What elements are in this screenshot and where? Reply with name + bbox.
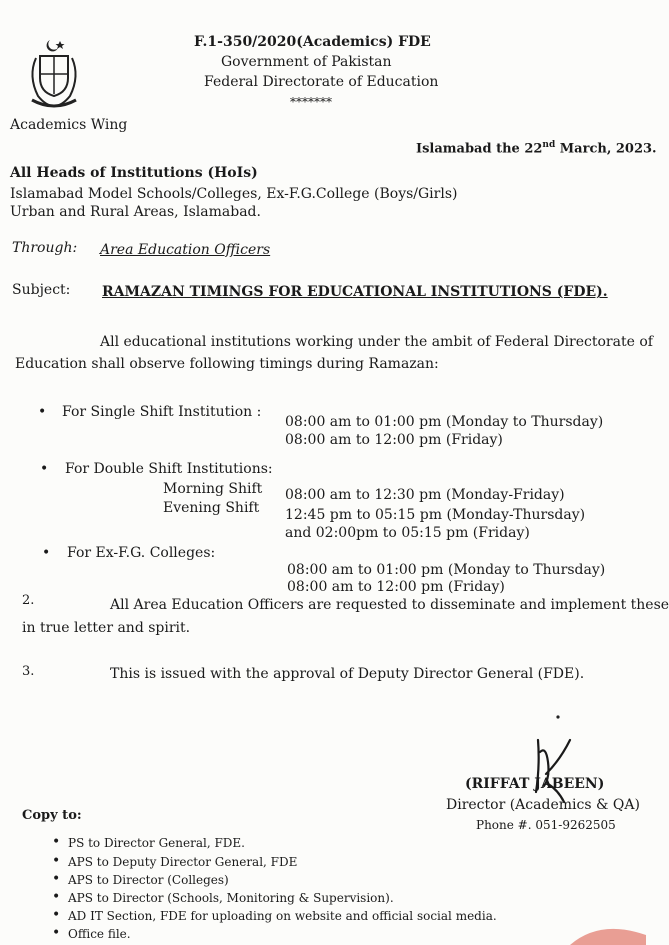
list-item: APS to Director (Colleges) — [68, 873, 229, 887]
bullet-icon: • — [52, 871, 61, 887]
state-emblem-icon — [22, 36, 86, 120]
para-2-number: 2. — [22, 593, 35, 608]
government-line: Government of Pakistan — [221, 54, 392, 70]
directorate-line: Federal Directorate of Education — [204, 74, 439, 90]
signatory-phone: Phone #. 051-9262505 — [476, 818, 616, 832]
colleges-time-1: 08:00 am to 01:00 pm (Monday to Thursday) — [287, 562, 606, 578]
list-item: Office file. — [68, 927, 131, 941]
single-shift-time-2: 08:00 am to 12:00 pm (Friday) — [285, 432, 503, 448]
bullet-icon: • — [52, 889, 61, 905]
list-item: APS to Director (Schools, Monitoring & Supervision). — [68, 891, 394, 905]
letter-date: Islamabad the 22nd March, 2023. — [416, 140, 657, 157]
intro-line-1: All educational institutions working under the ambit of Federal Directorate of — [100, 334, 653, 350]
list-item: PS to Director General, FDE. — [68, 836, 245, 850]
colleges-label: For Ex-F.G. Colleges: — [67, 545, 216, 561]
evening-shift-label: Evening Shift — [163, 500, 260, 516]
bullet-icon: • — [52, 925, 61, 941]
single-shift-label: For Single Shift Institution : — [62, 404, 262, 420]
bullet-icon: • — [40, 461, 49, 477]
subject-label: Subject: — [12, 282, 71, 298]
academics-wing-label: Academics Wing — [10, 117, 128, 133]
single-shift-time-1: 08:00 am to 01:00 pm (Monday to Thursday) — [285, 414, 604, 430]
para-3-text: This is issued with the approval of Deputy Director General (FDE). — [110, 666, 585, 682]
double-shift-label: For Double Shift Institutions: — [65, 461, 273, 477]
addressee-title: All Heads of Institutions (HoIs) — [10, 165, 258, 181]
bullet-icon: • — [52, 907, 61, 923]
separator-stars: ******* — [290, 95, 332, 109]
colleges-time-2: 08:00 am to 12:00 pm (Friday) — [287, 579, 505, 595]
addressee-line-1: Islamabad Model Schools/Colleges, Ex-F.G.College (Boys/Girls) — [10, 186, 458, 202]
bullet-icon: • — [42, 545, 51, 561]
morning-shift-label: Morning Shift — [163, 481, 263, 497]
evening-shift-time-2: and 02:00pm to 05:15 pm (Friday) — [285, 525, 530, 541]
list-item: APS to Deputy Director General, FDE — [68, 855, 298, 869]
bullet-icon: • — [52, 853, 61, 869]
evening-shift-time-1: 12:45 pm to 05:15 pm (Monday-Thursday) — [285, 507, 586, 523]
through-value: Area Education Officers — [100, 242, 271, 258]
subject-value: RAMAZAN TIMINGS FOR EDUCATIONAL INSTITUTIONS (FDE). — [102, 284, 608, 300]
signatory-designation: Director (Academics & QA) — [446, 797, 640, 813]
copy-to-heading: Copy to: — [22, 808, 82, 823]
morning-shift-time: 08:00 am to 12:30 pm (Monday-Friday) — [285, 487, 565, 503]
bullet-icon: • — [52, 834, 61, 850]
para-3-number: 3. — [22, 664, 35, 679]
corner-smudge — [560, 925, 646, 945]
bullet-icon: • — [38, 404, 47, 420]
reference-number: F.1-350/2020(Academics) FDE — [194, 34, 431, 50]
signatory-name: (RIFFAT JABEEN) — [465, 776, 605, 792]
list-item: AD IT Section, FDE for uploading on website and official social media. — [68, 909, 497, 923]
para-2-line-1: All Area Education Officers are requested to disseminate and implement these — [110, 597, 669, 613]
para-2-line-2: in true letter and spirit. — [22, 620, 191, 636]
through-label: Through: — [12, 240, 78, 256]
intro-line-2: Education shall observe following timings during Ramazan: — [15, 356, 439, 372]
addressee-line-2: Urban and Rural Areas, Islamabad. — [10, 204, 261, 220]
